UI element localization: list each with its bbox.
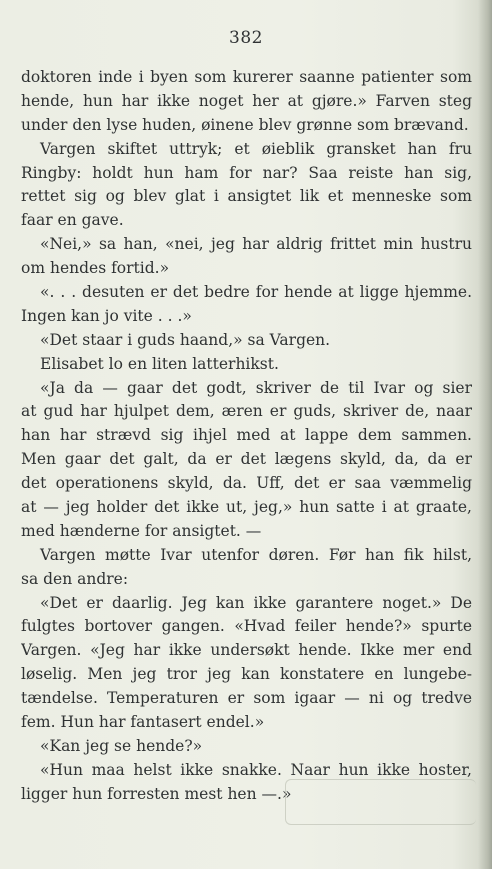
text-line: «Hun maa helst ikke snakke. Naar hun ikke hoster, xyxy=(40,760,472,779)
text-line: tændelse. Temperaturen er som igaar — ni og tredve xyxy=(21,689,472,708)
text-line: Vargen. «Jeg har ikke undersøkt hende. Ikke mer end xyxy=(21,641,472,660)
text-line: «Kan jeg se hende?» xyxy=(40,736,203,755)
text-line: fem. Hun har fantasert endel.» xyxy=(21,713,265,732)
text-line: Ingen kan jo vite . . .» xyxy=(21,306,192,325)
text-line: løselig. Men jeg tror jeg kan konstatere en lungebe- xyxy=(21,665,472,684)
text-line: «Ja da — gaar det godt, skriver de til Ivar og sier xyxy=(40,378,472,397)
text-line: Ringby: holdt hun ham for nar? Saa reiste han sig, xyxy=(21,163,472,182)
text-line: «. . . desuten er det bedre for hende at ligge hjemme. xyxy=(40,283,472,302)
text-line: han har strævd sig ihjel med at lappe dem sammen. xyxy=(21,426,472,445)
text-line: at gud har hjulpet dem, æren er guds, skriver de, naar xyxy=(21,402,472,421)
text-line: doktoren inde i byen som kurerer saanne patienter som xyxy=(21,68,472,86)
text-line: under den lyse huden, øinene blev grønne som brævand. xyxy=(21,115,469,134)
page-number: 382 xyxy=(229,28,263,48)
text-line: hende, hun har ikke noget her at gjøre.» Farven steg xyxy=(21,91,472,110)
text-line: «Det staar i guds haand,» sa Vargen. xyxy=(40,330,331,349)
text-line: rettet sig og blev glat i ansigtet lik et menneske som xyxy=(21,187,472,206)
text-line: «Det er daarlig. Jeg kan ikke garantere noget.» De xyxy=(40,593,472,612)
library-stamp-outline xyxy=(285,779,476,825)
text-line: faar en gave. xyxy=(21,211,124,230)
body-text xyxy=(21,66,472,807)
text-line: at — jeg holder det ikke ut, jeg,» hun satte i at graate, xyxy=(21,498,472,517)
page-edge-shadow xyxy=(478,0,492,869)
text-line: om hendes fortid.» xyxy=(21,259,170,278)
text-line: ligger hun forresten mest hen —.» xyxy=(21,784,292,803)
text-line: sa den andre: xyxy=(21,569,129,588)
text-line: Vargen møtte Ivar utenfor døren. Før han fik hilst, xyxy=(40,545,472,564)
text-line: fulgtes bortover gangen. «Hvad feiler hende?» spurte xyxy=(21,617,472,636)
text-line: «Nei,» sa han, «nei, jeg har aldrig frittet min hustru xyxy=(40,235,472,254)
text-line: med hænderne for ansigtet. — xyxy=(21,521,262,540)
text-line: Elisabet lo en liten latterhikst. xyxy=(40,354,279,373)
text-line: det operationens skyld, da. Uff, det er saa væmmelig xyxy=(21,474,472,493)
text-line: Men gaar det galt, da er det lægens skyld, da, da er xyxy=(21,450,472,469)
text-line: Vargen skiftet uttryk; et øieblik gransket han fru xyxy=(40,139,472,158)
